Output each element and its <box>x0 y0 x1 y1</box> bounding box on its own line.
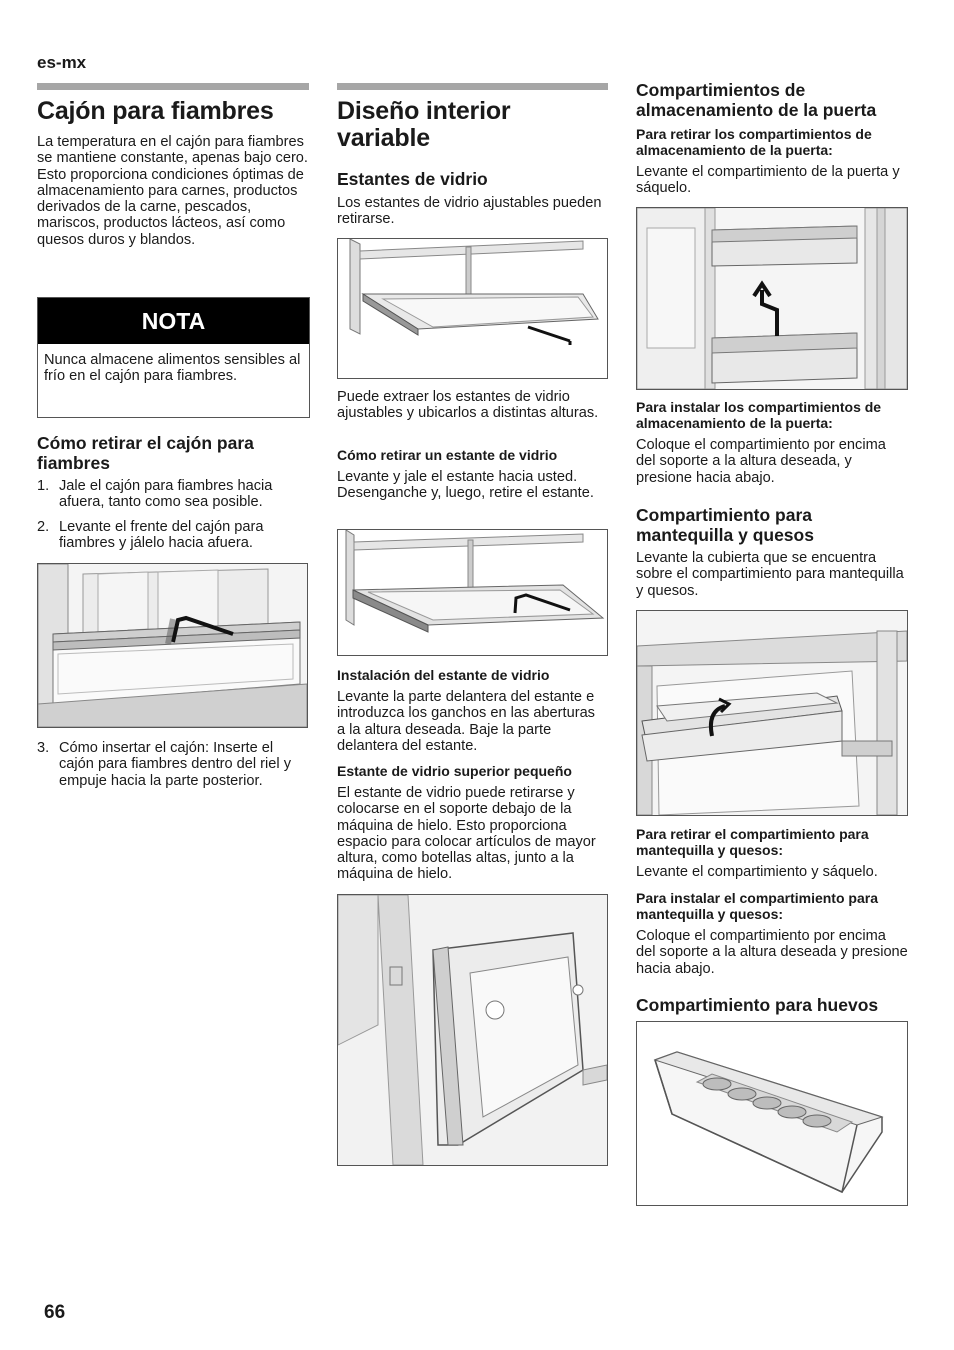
butter-remove-text: Levante el compartimiento y sáquelo. <box>636 864 878 880</box>
remove-shelf-heading: Cómo retirar un estante de vidrio <box>337 447 558 463</box>
section-title-deli-drawer: Cajón para fiambres <box>37 97 274 125</box>
glass-shelves-heading: Estantes de vidrio <box>337 169 488 189</box>
door-remove-heading: Para retirar los compartimientos de almacenamiento de la puerta: <box>636 126 872 158</box>
butter-install-heading: Para instalar el compartimiento para mantequilla y quesos: <box>636 890 878 922</box>
list-item: 3. Cómo insertar el cajón: Inserte el cajón para fiambres dentro del riel y empuje hacia la parte posterior. <box>37 740 291 789</box>
list-item: 2. Levante el frente del cajón para fiambres y jálelo hacia afuera. <box>37 518 264 551</box>
door-install-heading: Para instalar los compartimientos de almacenamiento de la puerta: <box>636 399 882 431</box>
butter-remove-heading: Para retirar el compartimiento para mantequilla y quesos: <box>636 826 869 858</box>
install-shelf-text: Levante la parte delantera del estante e introduzca los ganchos en las aberturas a la altura deseada. Baje la parte delantera del estante. <box>337 689 595 754</box>
section-rule <box>337 83 608 90</box>
butter-compartment-illustration <box>636 610 908 816</box>
door-storage-heading: Compartimientos de almacenamiento de la puerta <box>636 80 877 120</box>
small-shelf-heading: Estante de vidrio superior pequeño <box>337 763 572 779</box>
note-label: NOTA <box>38 298 309 344</box>
deli-remove-heading: Cómo retirar el cajón para fiambres <box>37 433 254 473</box>
glass-shelf-illustration-2 <box>337 529 608 656</box>
egg-heading: Compartimiento para huevos <box>636 995 879 1015</box>
deli-intro-text: La temperatura en el cajón para fiambres se mantiene constante, apenas bajo cero. Esto proporciona condiciones óptimas de almacenamiento para carnes, productos derivados de la carne, pescados, mariscos, productos lácteos, así como quesos duros y blandos. <box>37 134 308 248</box>
small-shelf-illustration <box>337 894 608 1166</box>
deli-steps-list-2 <box>37 740 309 789</box>
butter-intro-text: Levante la cubierta que se encuentra sobre el compartimiento para mantequilla y quesos. <box>636 550 904 599</box>
deli-drawer-illustration <box>37 563 308 728</box>
glass-shelves-intro: Los estantes de vidrio ajustables pueden retirarse. <box>337 195 602 228</box>
section-title-interior: Diseño interior variable <box>337 97 511 152</box>
glass-shelves-text: Puede extraer los estantes de vidrio ajustables y ubicarlos a distintas alturas. <box>337 389 599 422</box>
butter-install-text: Coloque el compartimiento por encima del soporte a la altura deseada y presione hacia abajo. <box>636 928 908 977</box>
install-shelf-heading: Instalación del estante de vidrio <box>337 667 550 683</box>
list-item: 1. Jale el cajón para fiambres hacia afuera, tanto como sea posible. <box>37 478 273 511</box>
remove-shelf-text: Levante y jale el estante hacia usted. Desenganche y, luego, retire el estante. <box>337 469 594 502</box>
door-remove-text: Levante el compartimiento de la puerta y sáquelo. <box>636 164 900 197</box>
section-rule <box>37 83 309 90</box>
note-text: Nunca almacene alimentos sensibles al frío en el cajón para fiambres. <box>44 352 301 385</box>
egg-tray-illustration <box>636 1021 908 1206</box>
butter-heading: Compartimiento para mantequilla y quesos <box>636 505 814 545</box>
door-bin-illustration <box>636 207 908 390</box>
page-number: 66 <box>44 1302 66 1323</box>
deli-steps-list <box>37 478 309 551</box>
small-shelf-text: El estante de vidrio puede retirarse y colocarse en el soporte debajo de la máquina de hielo. Esto proporciona espacio para colocar artículos de mayor altura, como botellas altas, junto a la máquina de hielo. <box>337 785 596 883</box>
glass-shelf-illustration-1 <box>337 238 608 379</box>
language-code: es-mx <box>37 53 87 72</box>
note-box <box>37 297 310 418</box>
door-install-text: Coloque el compartimiento por encima del soporte a la altura deseada, y presione hacia abajo. <box>636 437 886 486</box>
